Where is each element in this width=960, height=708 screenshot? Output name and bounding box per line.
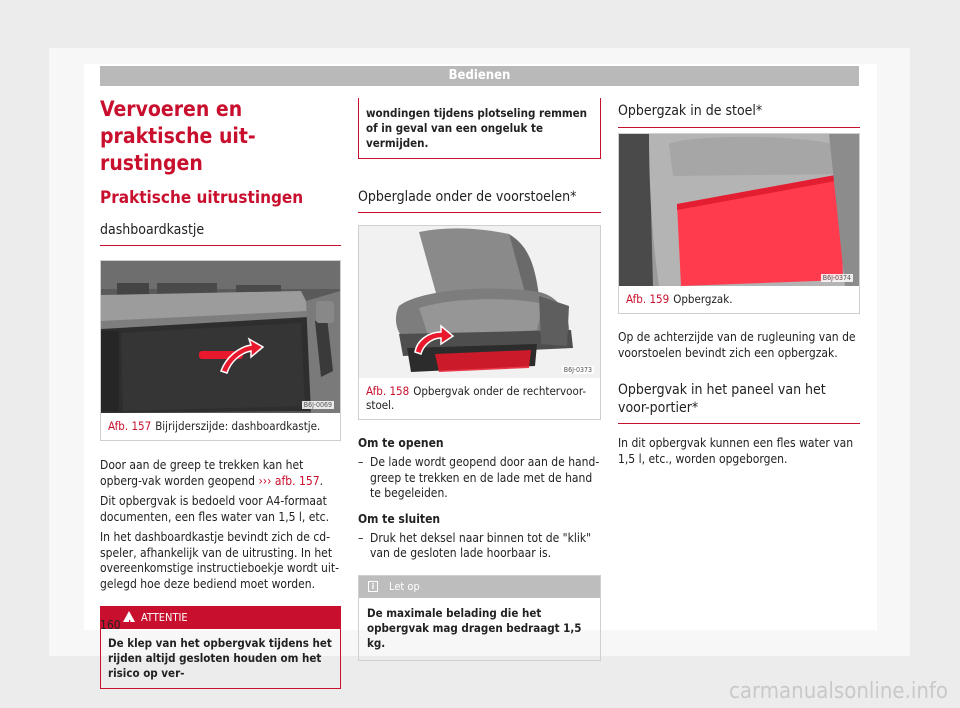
figure-caption (619, 286, 859, 313)
figure-159 (618, 133, 860, 314)
subsection-heading: dashboardkastje (100, 221, 341, 246)
close-heading: Om te sluiten (358, 511, 441, 526)
column-2 (358, 98, 601, 661)
figure-code: B6J-0373 (563, 366, 592, 374)
paragraph-cd-player: In het dashboardkastje bevindt zich de cd-speler, afhankelijk van de uitrusting. In het overeenkomstige instructieboekje wordt uit-gelegd hoe deze bediend moet worden. (100, 530, 340, 591)
figure-caption-text: Opbergzak. (673, 292, 733, 306)
warning-box (100, 606, 341, 689)
warning-header (101, 607, 340, 629)
list-item: – De lade wordt geopend door aan de hand-greep te trekken en de lade met de hand te begeleiden. (358, 455, 601, 502)
seat-drawer-image (359, 226, 600, 378)
figure-caption-text: Opbergvak onder de rechtervoor-stoel. (366, 384, 587, 412)
list-item: – Druk het deksel naar binnen tot de "klik" van de gesloten lade hoorbaar is. (358, 531, 601, 562)
paragraph-text: Door aan de greep te trekken kan het opberg-vak worden geopend (100, 458, 304, 488)
seat-pocket-image (619, 134, 859, 286)
paragraph-door-pocket: In dit opbergvak kunnen een fles water van 1,5 l, etc., worden opgeborgen. (618, 436, 854, 466)
seat-drawer-illustration (359, 226, 600, 378)
warning-text: De klep van het opbergvak tijdens het rijden altijd gesloten houden om het risico op ver- (108, 636, 332, 680)
paragraph-open-instruction (100, 458, 341, 489)
warning-triangle-icon: ! (123, 611, 135, 622)
warning-text-continued: wondingen tijdens plotseling remmen of in geval van een ongeluk te vermijden. (366, 106, 588, 150)
note-label: Let op (389, 579, 420, 593)
figure-caption-text: Bijrijderszijde: dashboardkastje. (155, 419, 321, 433)
section-title: Praktische uitrustingen (100, 188, 304, 208)
section-header: Bedienen (100, 66, 859, 86)
figure-158 (358, 225, 601, 420)
figure-157 (100, 260, 341, 441)
chapter-title: Vervoeren en praktische uit-rustingen (100, 97, 256, 175)
info-icon: i (368, 581, 378, 592)
column-3 (618, 102, 860, 467)
column-1 (100, 96, 341, 689)
page-number: 160 (100, 618, 121, 632)
subsection-heading-drawer: Opberglade onder de voorstoelen* (358, 188, 601, 213)
glovebox-image (101, 261, 340, 413)
subsection-heading-door-pocket: Opbergvak in het paneel van het voor-portier* (618, 381, 860, 424)
figure-code: B6J-0374 (822, 274, 851, 282)
paragraph-contents: Dit opbergvak is bedoeld voor A4-formaat documenten, een fles water van 1,5 l, etc. (100, 494, 330, 524)
glovebox-illustration (101, 261, 340, 413)
warning-label: ATTENTIE (141, 611, 188, 624)
note-box (358, 575, 601, 661)
figure-reference-link[interactable]: ››› afb. 157 (258, 473, 320, 488)
figure-caption (359, 378, 600, 419)
figure-number: Afb. 158 (366, 384, 410, 398)
paragraph-end: . (319, 473, 324, 488)
paragraph-seat-pocket: Op de achterzijde van de rugleuning van de voorstoelen bevindt zich een opbergzak. (618, 330, 856, 360)
seat-pocket-illustration (619, 134, 859, 286)
open-steps (358, 455, 601, 502)
open-heading: Om te openen (358, 436, 444, 450)
subsection-heading-seat-pocket: Opbergzak in de stoel* (618, 102, 860, 128)
note-text: De maximale belading die het opbergvak mag dragen bedraagt 1,5 kg. (367, 605, 582, 650)
close-steps (358, 531, 601, 562)
figure-number: Afb. 157 (108, 419, 152, 433)
figure-number: Afb. 159 (626, 292, 670, 306)
figure-code: B6J-0069 (303, 401, 332, 409)
note-header (359, 576, 600, 598)
warning-box-continued (358, 98, 601, 159)
figure-caption (101, 413, 340, 440)
watermark: carmanualsonline.info (729, 679, 948, 704)
